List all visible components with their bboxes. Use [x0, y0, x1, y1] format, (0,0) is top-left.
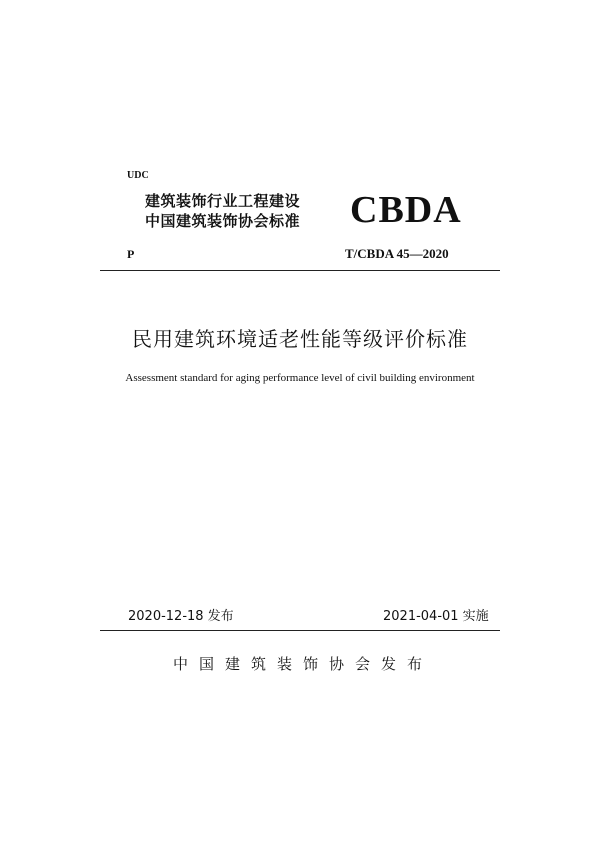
cbda-logo: CBDA	[350, 189, 462, 231]
classification-code: P	[127, 247, 135, 261]
standard-number: T/CBDA 45—2020	[345, 246, 449, 261]
header-divider	[100, 270, 500, 271]
org-line-2: 中国建筑装饰协会标准	[145, 212, 301, 230]
title-chinese: 民用建筑环境适老性能等级评价标准	[132, 327, 468, 351]
udc-label: UDC	[127, 170, 149, 181]
publisher: 中国建筑装饰协会发布	[172, 655, 433, 673]
implementation-date: 2021-04-01 实施	[383, 609, 489, 624]
issue-date: 2020-12-18 发布	[128, 609, 234, 624]
org-line-1: 建筑装饰行业工程建设	[145, 192, 301, 210]
footer-divider	[100, 630, 500, 631]
title-english: Assessment standard for aging performance level of civil building environment	[125, 372, 475, 384]
